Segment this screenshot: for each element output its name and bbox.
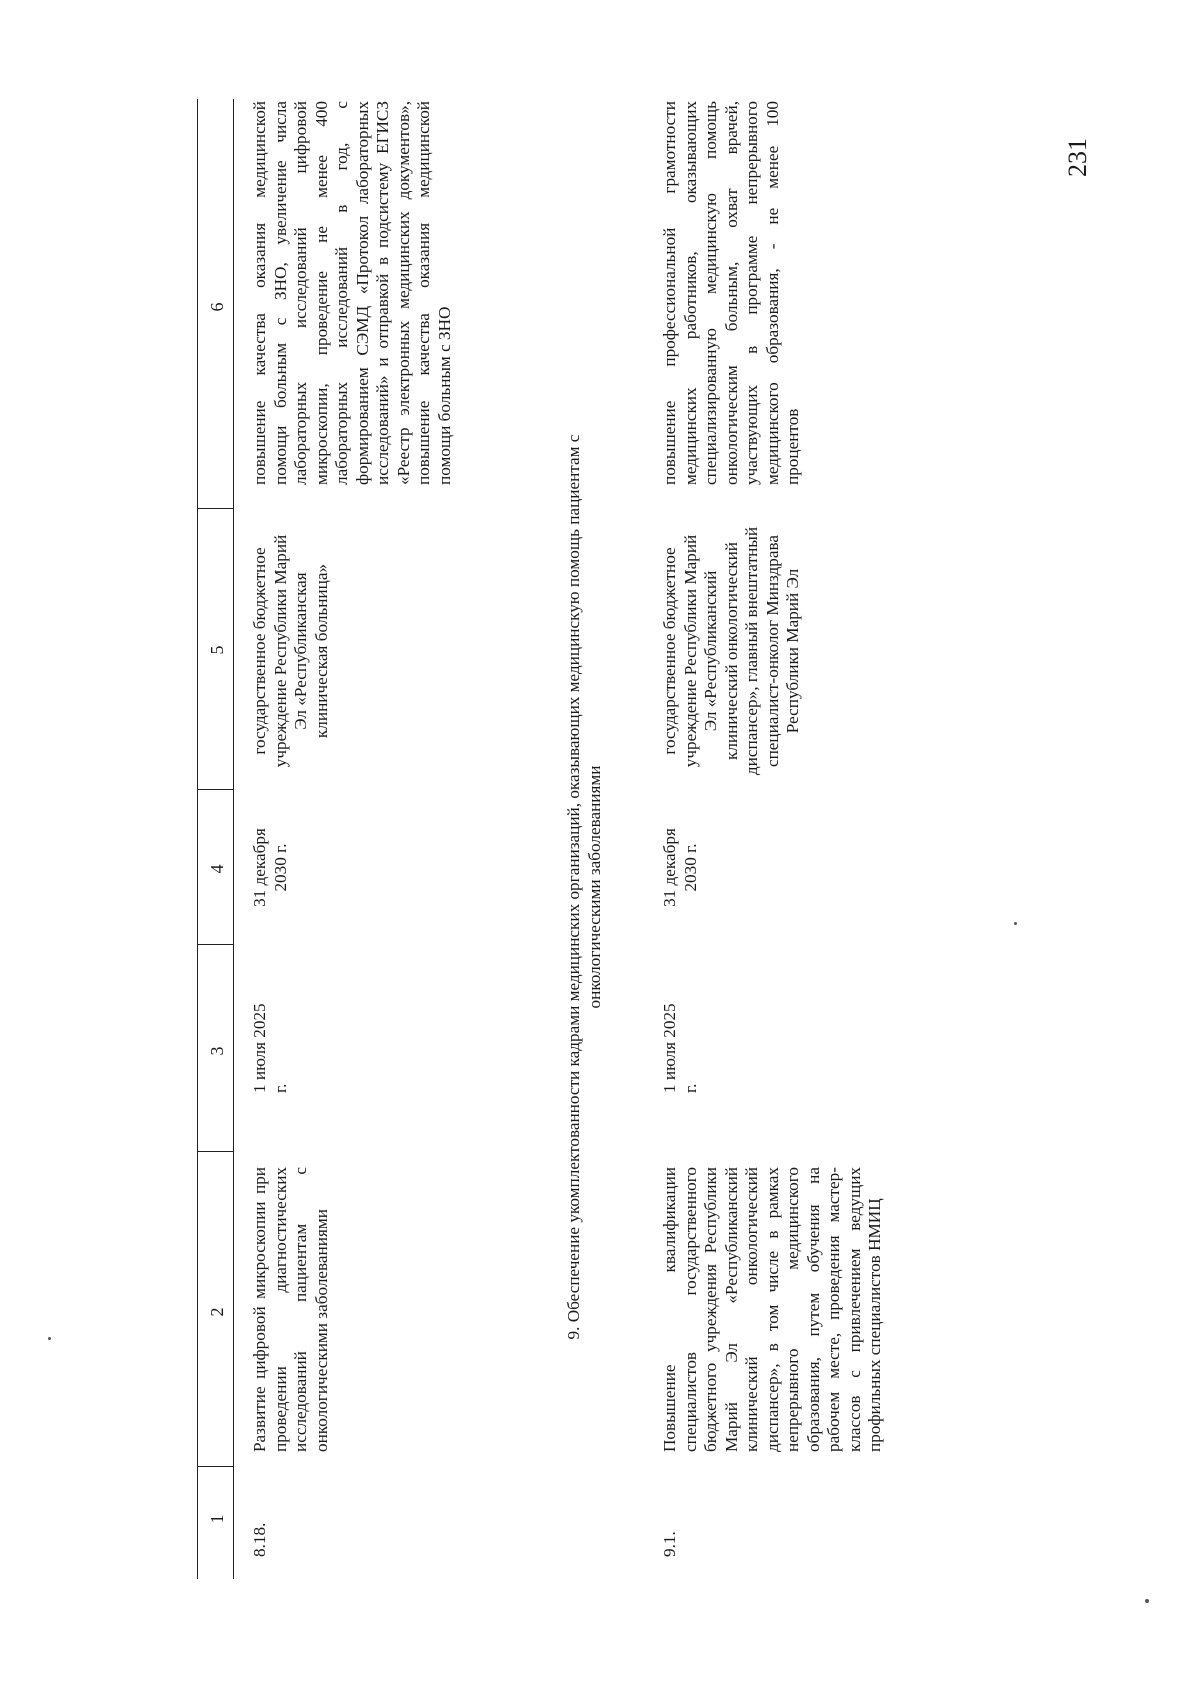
page-number: 231: [1063, 138, 1092, 177]
column-divider: [197, 789, 233, 790]
expected-result: повышение качества оказания медицинской помощи больным с ЗНО, увеличение числа лабораторных исследований цифровой микроскопии, проведение не менее 400 лабораторных исследований в год, с формированием СЭМД «Протокол лабораторных исследований» и отправкой в подсистему ЕГИСЗ «Реестр электронных медицинских документов», повышение качества оказания медицинской помощи больным с ЗНО: [250, 101, 454, 485]
column-header: 6: [207, 302, 227, 312]
row-number: 9.1.: [660, 1531, 679, 1557]
scan-speck: [1145, 1599, 1149, 1603]
column-header: 5: [207, 645, 227, 655]
responsible-executor: государственное бюджетное учреждение Республики Марий Эл «Республиканский клинический онкологический диспансер», главный внештатный специалист-онколог Минздрава Республики Марий Эл: [660, 526, 802, 776]
column-divider: [197, 508, 233, 509]
row-number: 8.18.: [250, 1522, 269, 1557]
column-header: 3: [207, 1046, 227, 1056]
scan-speck: [1014, 922, 1017, 925]
start-date: 1 июля 2025 г.: [250, 1003, 290, 1093]
measure-name: Повышение квалификации специалистов государственного бюджетного учреждения Республики Марий Эл «Республиканский клинический онкологический диспансер», в том числе в рамках непрерывного медицинского образования, путем обучения на рабочем месте, проведения мастер-классов с привлечением ведущих профильных специалистов НМИЦ: [660, 1167, 884, 1452]
column-header: 2: [207, 1307, 227, 1317]
column-divider: [197, 1466, 233, 1467]
column-divider: [197, 944, 233, 945]
column-divider: [197, 1151, 233, 1152]
column-header: 4: [207, 864, 227, 874]
end-date: 31 декабря 2030 г.: [660, 828, 700, 907]
start-date: 1 июля 2025 г.: [660, 1003, 700, 1093]
column-header: 1: [207, 1514, 227, 1524]
responsible-executor: государственное бюджетное учреждение Республики Марий Эл «Республиканская клиническая больница»: [250, 534, 331, 768]
section-title: 9. Обеспечение укомплектованности кадрами медицинских организаций, оказывающих медицинскую помощь пациентам с онкологическими заболеваниями: [564, 434, 604, 1340]
expected-result: повышение профессиональной грамотности медицинских работников, оказывающих специализированную медицинскую помощь онкологическим больным, охват врачей, участвующих в программе непрерывного медицинского образования, - не менее 100 процентов: [660, 101, 802, 485]
header-top-rule: [197, 99, 198, 1579]
header-bottom-rule: [233, 99, 234, 1579]
measure-name: Развитие цифровой микроскопии при проведении диагностических исследований пациентам с онкологическими заболеваниями: [250, 1167, 331, 1452]
end-date: 31 декабря 2030 г.: [250, 828, 290, 907]
scan-speck: [48, 1337, 51, 1340]
